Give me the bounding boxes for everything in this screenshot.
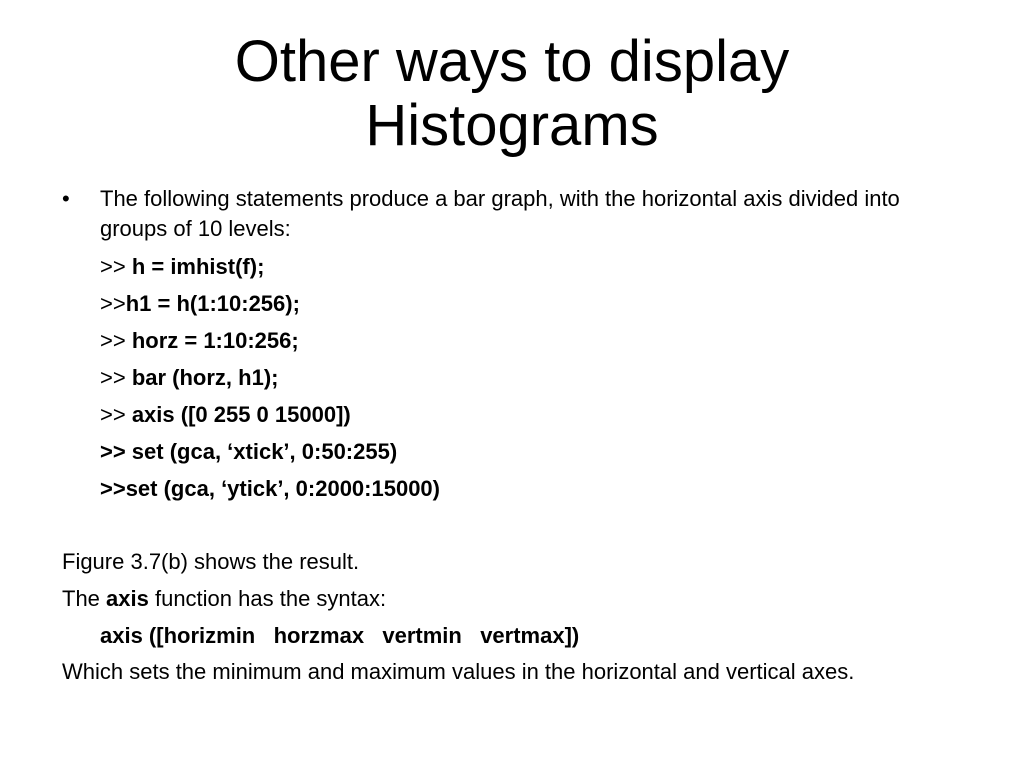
slide-title (0, 30, 1024, 158)
code-line (62, 396, 962, 433)
code-command: axis ([0 255 0 15000]) (131, 402, 351, 427)
title-line-1: Other ways to display (234, 29, 790, 94)
code-line (62, 285, 962, 322)
code-prompt: >> (100, 365, 132, 390)
code-command: h = imhist(f); (131, 254, 265, 279)
title-line-2: Histograms (365, 93, 659, 158)
code-command: >>set (gca, ‘ytick’, 0:2000:15000) (100, 476, 440, 501)
code-prompt: >> (100, 291, 126, 316)
bullet-icon: • (62, 186, 70, 211)
code-line (62, 470, 962, 507)
code-prompt: >> (100, 402, 132, 427)
intro-text: The following statements produce a bar graph, with the horizontal axis divided into groups of 10 levels: (100, 186, 900, 241)
code-block (62, 248, 962, 507)
code-line (62, 248, 962, 285)
axis-keyword: axis (106, 586, 149, 611)
axis-pre-text: The (62, 586, 107, 611)
conclusion-text: Which sets the minimum and maximum values in the horizontal and vertical axes. (62, 659, 855, 684)
code-line (62, 433, 962, 470)
bullet-item (62, 184, 962, 244)
slide-body (62, 184, 962, 687)
code-prompt: >> (100, 328, 132, 353)
axis-post-text: function has the syntax: (148, 586, 387, 611)
code-prompt: >> (100, 254, 132, 279)
axis-description (62, 580, 962, 617)
code-command: >> set (gca, ‘xtick’, 0:50:255) (100, 439, 398, 464)
axis-syntax: axis ([horizmin horzmax vertmin vertmax]) (100, 623, 580, 648)
code-line (62, 322, 962, 359)
figure-note: Figure 3.7(b) shows the result. (62, 549, 360, 574)
code-command: bar (horz, h1); (131, 365, 279, 390)
spacer (62, 507, 962, 543)
code-command: h1 = h(1:10:256); (125, 291, 300, 316)
code-command: horz = 1:10:256; (131, 328, 299, 353)
code-line (62, 359, 962, 396)
